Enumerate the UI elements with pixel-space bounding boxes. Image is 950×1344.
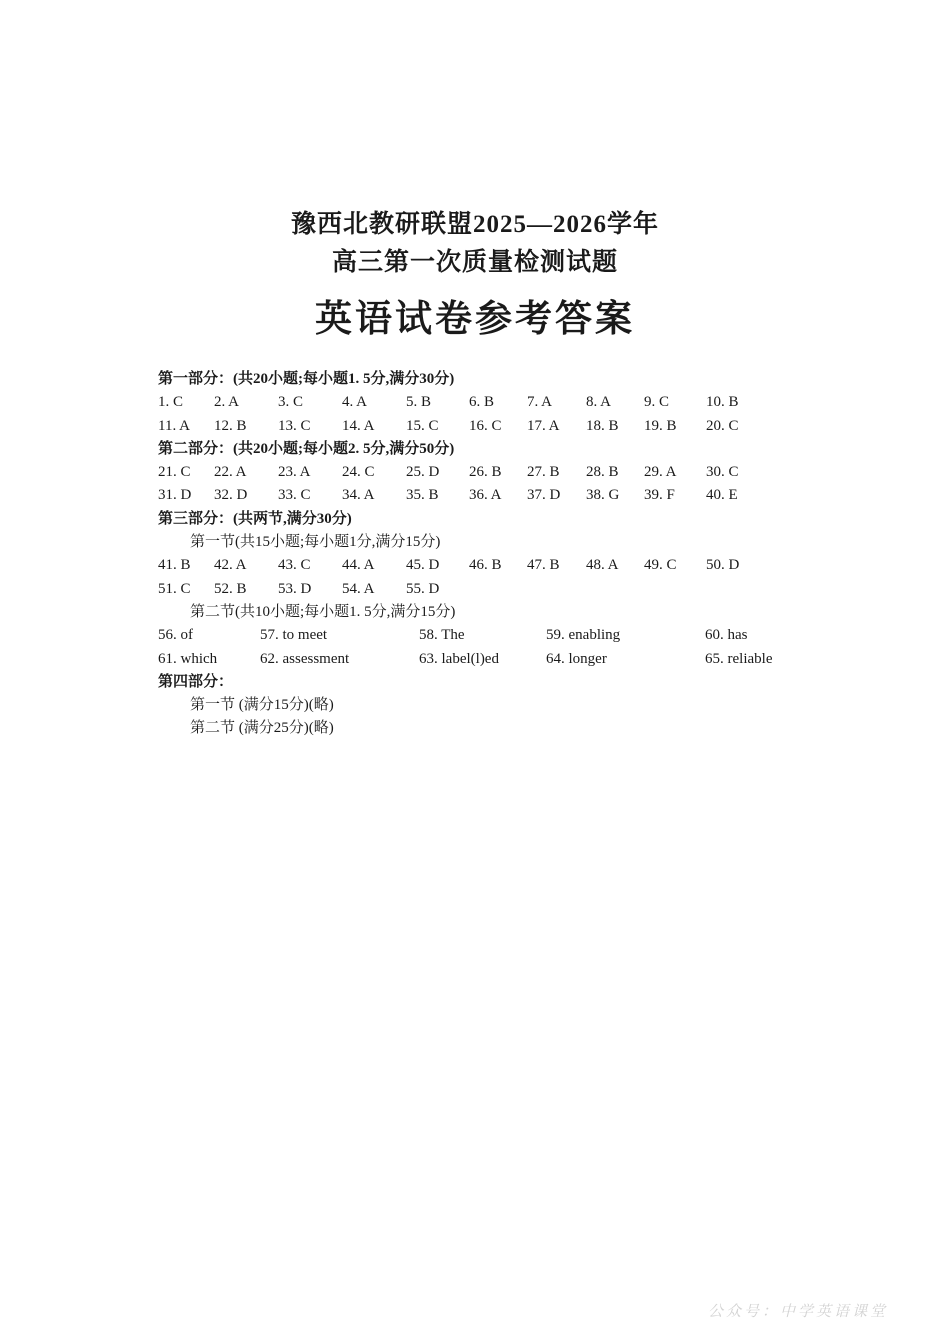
- mc-answer: 34. A: [342, 487, 375, 504]
- mc-answer: 27. B: [527, 464, 560, 481]
- mc-answer: 23. A: [278, 464, 311, 481]
- mc-answer: 51. C: [158, 580, 191, 597]
- mc-answer: 8. A: [586, 394, 612, 411]
- mc-answer: 42. A: [214, 557, 247, 574]
- mc-answer: 10. B: [706, 394, 739, 411]
- mc-answer: 36. A: [469, 487, 502, 504]
- part3-heading: 第三部分：(共两节,满分30分): [158, 510, 352, 527]
- fill-answer: 57. to meet: [260, 627, 328, 644]
- mc-answer: 4. A: [342, 394, 368, 411]
- fill-answer: 64. longer: [546, 650, 607, 667]
- part4-section2: 第二节 (满分25分)(略): [190, 720, 334, 737]
- mc-answer: 16. C: [469, 417, 502, 434]
- fill-answer: 58. The: [419, 627, 465, 644]
- part1-row-1: [158, 391, 808, 414]
- part3-section1-row-1: [158, 554, 808, 577]
- mc-answer: 28. B: [586, 464, 619, 481]
- mc-answer: 55. D: [406, 580, 440, 597]
- mc-answer: 33. C: [278, 487, 311, 504]
- mc-answer: 37. D: [527, 487, 561, 504]
- mc-answer: 3. C: [278, 394, 304, 411]
- mc-answer: 31. D: [158, 487, 192, 504]
- mc-answer: 5. B: [406, 394, 432, 411]
- mc-answer: 45. D: [406, 557, 440, 574]
- fill-answer: 61. which: [158, 650, 218, 667]
- fill-answer: 63. label(l)ed: [419, 650, 499, 667]
- part2-row-1: [158, 461, 808, 484]
- fill-answer: 56. of: [158, 627, 193, 644]
- part2-row-2: [158, 484, 808, 507]
- watermark: 公众号：中学英语课堂: [708, 1302, 889, 1320]
- mc-answer: 2. A: [214, 394, 240, 411]
- mc-answer: 44. A: [342, 557, 375, 574]
- mc-answer: 20. C: [706, 417, 739, 434]
- fill-answer: 60. has: [705, 627, 748, 644]
- mc-answer: 29. A: [644, 464, 677, 481]
- part3-section2-heading: 第二节(共10小题;每小题1. 5分,满分15分): [190, 603, 456, 620]
- mc-answer: 40. E: [706, 487, 738, 504]
- mc-answer: 15. C: [406, 417, 439, 434]
- mc-answer: 52. B: [214, 580, 247, 597]
- mc-answer: 35. B: [406, 487, 439, 504]
- mc-answer: 1. C: [158, 394, 184, 411]
- answer-key-title: 英语试卷参考答案: [315, 299, 635, 340]
- mc-answer: 50. D: [706, 557, 740, 574]
- mc-answer: 7. A: [527, 394, 553, 411]
- mc-answer: 47. B: [527, 557, 560, 574]
- part3-section2-row-2: [158, 648, 808, 671]
- mc-answer: 53. D: [278, 580, 312, 597]
- mc-answer: 6. B: [469, 394, 495, 411]
- part4-heading: 第四部分：: [158, 673, 234, 690]
- fill-answer: 62. assessment: [260, 650, 350, 667]
- answer-key-content: [158, 368, 808, 741]
- mc-answer: 39. F: [644, 487, 675, 504]
- part2-heading: 第二部分：(共20小题;每小题2. 5分,满分50分): [158, 440, 455, 457]
- mc-answer: 19. B: [644, 417, 677, 434]
- mc-answer: 49. C: [644, 557, 677, 574]
- part3-section1-row-2: [158, 578, 808, 601]
- mc-answer: 12. B: [214, 417, 247, 434]
- part4-section1: 第一节 (满分15分)(略): [190, 697, 334, 714]
- mc-answer: 43. C: [278, 557, 311, 574]
- mc-answer: 26. B: [469, 464, 502, 481]
- part3-section2-row-1: [158, 624, 808, 647]
- part1-heading: 第一部分：(共20小题;每小题1. 5分,满分30分): [158, 371, 455, 387]
- part3-section1-heading: 第一节(共15小题;每小题1分,满分15分): [190, 534, 441, 551]
- mc-answer: 22. A: [214, 464, 247, 481]
- mc-answer: 41. B: [158, 557, 191, 574]
- mc-answer: 14. A: [342, 417, 375, 434]
- fill-answer: 59. enabling: [546, 627, 621, 644]
- mc-answer: 17. A: [527, 417, 560, 434]
- fill-answer: 65. reliable: [705, 650, 773, 667]
- mc-answer: 30. C: [706, 464, 739, 481]
- mc-answer: 32. D: [214, 487, 248, 504]
- mc-answer: 48. A: [586, 557, 619, 574]
- mc-answer: 24. C: [342, 464, 375, 481]
- mc-answer: 54. A: [342, 580, 375, 597]
- mc-answer: 18. B: [586, 417, 619, 434]
- mc-answer: 13. C: [278, 417, 311, 434]
- mc-answer: 25. D: [406, 464, 440, 481]
- mc-answer: 46. B: [469, 557, 502, 574]
- mc-answer: 11. A: [158, 417, 190, 434]
- exam-name-title: 高三第一次质量检测试题: [331, 249, 618, 276]
- mc-answer: 9. C: [644, 394, 670, 411]
- exam-org-title: 豫西北教研联盟2025—2026学年: [290, 211, 659, 238]
- part1-row-2: [158, 415, 808, 438]
- mc-answer: 21. C: [158, 464, 191, 481]
- mc-answer: 38. G: [586, 487, 620, 504]
